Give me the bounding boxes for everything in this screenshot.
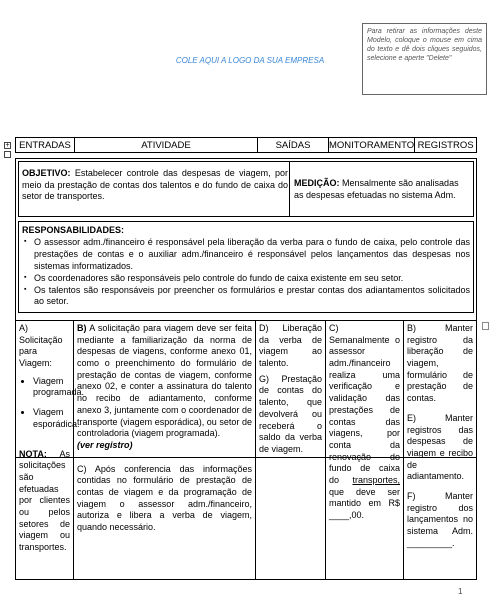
header-saidas: SAÍDAS [258,138,329,153]
responsibilities-list [22,237,470,308]
registros-e: E) Manter registros das despesas de viagem e recibo de adiantamento. [407,412,473,482]
atividade-b-label: B) [77,323,87,333]
saidas-g: G) Prestação de contas do talento, que devolverá ou receberá o saldo da verba de viagem. [259,373,322,454]
medicao-label: MEDIÇÃO: [294,178,340,188]
objetivo-body: Estabelecer controle das despesas de viagem, por meio da prestação de contas dos talentos e do fundo de caixa do setor de transportes. [22,168,288,202]
monitoramento-c [329,323,400,522]
objective-divider [289,161,290,217]
entradas-a [19,323,70,370]
monitoramento-c-text: C) Semanalmente o assessor adm./financeiro realiza uma verificação e validação das prestações de contas das viagens, por conta da renovação do fundo de caixa do [329,323,400,485]
responsibility-item: ▪ Os talentos são responsáveis por preencher os formulários e prestar contas dos adiantamentos solicitados ao setor. [22,285,470,309]
logo-placeholder: COLE AQUI A LOGO DA SUA EMPRESA [175,56,325,65]
nota-text: As solicitações são efetuadas por clientes ou pelos setores de viagem ou transportes. [19,448,70,552]
row-handle-icon[interactable] [482,322,489,330]
saidas-cell [256,321,326,580]
saidas-d: D) Liberação da verba de viagem ao talento. [259,323,322,369]
medicao-body: Mensalmente são analisadas as despesas efetuadas no sistema Adm. [294,178,459,200]
atividade-cell [74,321,256,580]
monitoramento-c-text-end: que deve ser mantido em R$ ____,00. [329,486,400,520]
entradas-a-text: Solicitação para Viagem: [19,334,63,369]
nota-label: NOTA: [19,448,47,459]
entradas-a-label: A) [19,323,28,333]
table-move-handle-icon[interactable] [4,151,11,158]
registros-cell [404,321,477,580]
ver-registro: (ver registro) [77,439,133,450]
entradas-list [19,375,85,431]
entradas-nota [19,449,70,554]
instructions-note: Para retirar as informações deste Modelo, coloque o mouse em cima do texto e dê dois cliques seguidos, selecione e aperte "Delete" [362,23,487,95]
entradas-cell [16,321,85,580]
atividade-b-text: A solicitação para viagem deve ser feita mediante a familiarização da norma de despesas de viagens, conforme anexo 01, como o preenchimento do formulário de prestação de contas de viagem, conforme anexo 02, e conter a assinatura do talento no recibo de adiantamento, conforme anexo 3, juntamente com o coordenador de transporte (viagem esporádica), ou setor de controladoria (viagem programada). [77,323,252,439]
objetivo-label: OBJETIVO: [22,168,71,178]
header-atividade: ATIVIDADE [75,138,258,153]
process-body-table [15,320,477,580]
monitoramento-c-underlined: transportes, [352,474,400,485]
responsibility-item: ▪ Os coordenadores são responsáveis pelo controle do fundo de caixa existente em seu setor. [22,273,470,285]
expand-toggle-icon[interactable]: + [5,142,10,149]
header-monitoramento: MONITORAMENTO [329,139,415,151]
atividade-b [77,323,252,440]
header-registros: REGISTROS [415,138,477,153]
process-header-table [15,137,477,153]
registros-f: F) Manter registro dos lançamentos no sistema Adm. _________. [407,490,473,548]
responsibilities-title: RESPONSABILIDADES: [22,225,125,235]
header-entradas: ENTRADAS [16,138,75,153]
list-item: • Viagem esporádica. [33,407,70,430]
page-number: 1 [458,587,463,596]
monitoramento-cell [326,321,404,580]
medicao-text [294,178,469,201]
atividade-c: C) Após conferencia das informações contidas no formulário de prestação de contas de viagem e da programação de viagem o assessor adm./financeiro, autoriza e libera a verba de viagem, quando necessário. [77,463,252,532]
responsibility-item: ▪ O assessor adm./financeiro é responsável pela liberação da verba para o fundo de caixa, pelo controle das prestações de contas e o auxiliar adm./financeiro é responsável pelos lançamentos das despesas nos sistemas informatizados. [22,237,470,273]
objective-text [22,168,288,203]
list-item: • Viagem programada. [33,376,70,399]
registros-b: B) Manter registro da liberação de viagem, formulário de prestação de contas. [407,323,473,404]
